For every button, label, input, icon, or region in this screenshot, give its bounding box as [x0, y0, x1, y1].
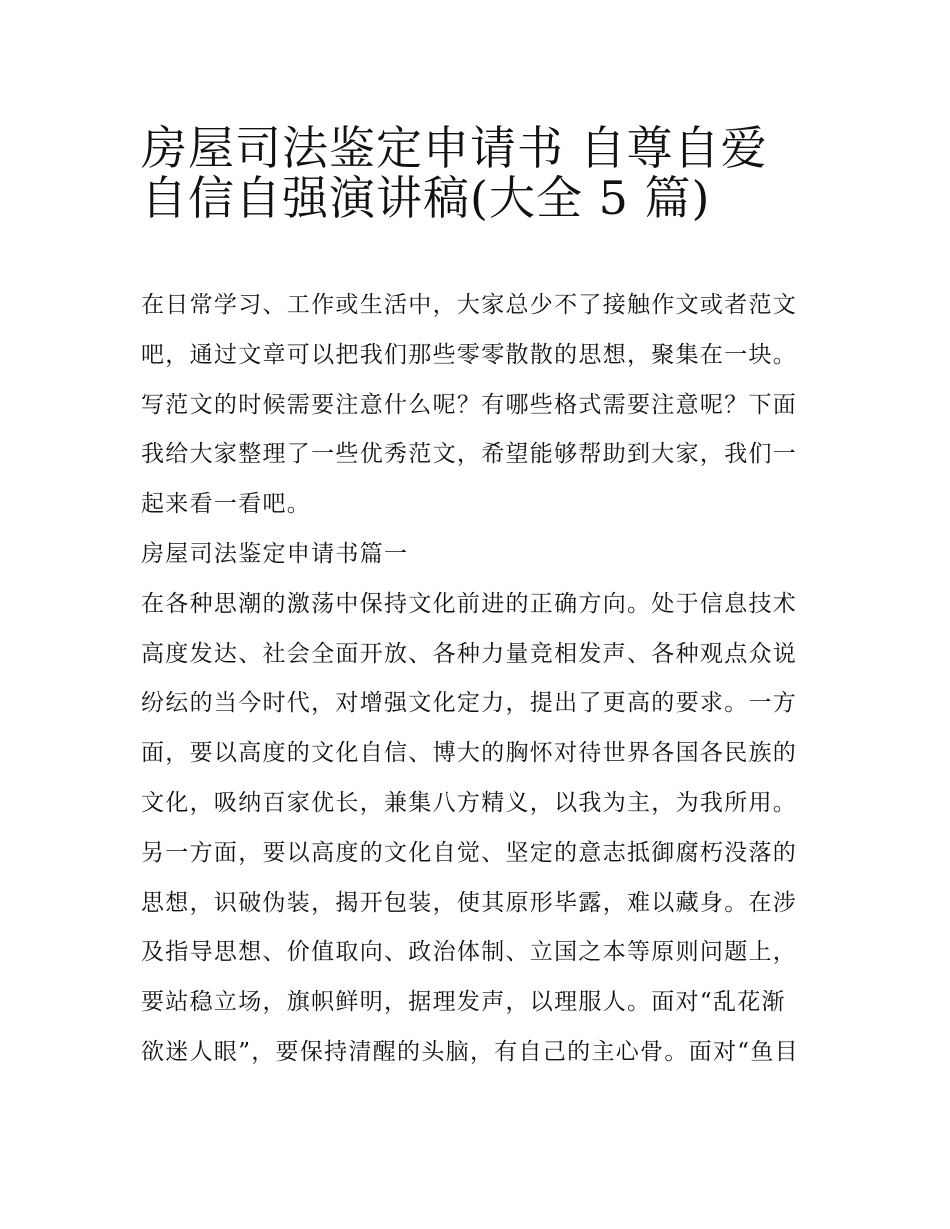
body-line: 吧，通过文章可以把我们那些零零散散的思想，聚集在一块。: [141, 341, 798, 368]
body-line: 纷纭的当今时代，对增强文化定力，提出了更高的要求。一方: [141, 690, 798, 717]
document-body: [141, 281, 821, 1078]
body-line: 要站稳立场，旗帜鲜明，据理发声，以理服人。面对“乱花渐: [141, 989, 786, 1016]
body-line: 高度发达、社会全面开放、各种力量竞相发声、各种观点众说: [141, 640, 798, 667]
body-line: 在各种思潮的激荡中保持文化前进的正确方向。处于信息技术: [141, 590, 798, 617]
title-line: 房屋司法鉴定申请书 自尊自爱: [141, 121, 768, 175]
title-line: 自信自强演讲稿(大全 5 篇): [141, 170, 711, 225]
section-heading: 房屋司法鉴定申请书篇一: [141, 540, 409, 567]
body-line: 另一方面，要以高度的文化自觉、坚定的意志抵御腐朽没落的: [141, 839, 798, 866]
body-line: 文化，吸纳百家优长，兼集八方精义，以我为主，为我所用。: [141, 789, 798, 816]
body-line: 思想，识破伪装，揭开包装，使其原形毕露，难以藏身。在涉: [141, 889, 798, 916]
body-line: 欲迷人眼”，要保持清醒的头脑，有自己的主心骨。面对“鱼目: [141, 1038, 799, 1065]
body-line: 写范文的时候需要注意什么呢？有哪些格式需要注意呢？下面: [141, 391, 798, 418]
document-title: [141, 112, 821, 225]
body-line: 面，要以高度的文化自信、博大的胸怀对待世界各国各民族的: [141, 740, 798, 767]
body-line: 在日常学习、工作或生活中，大家总少不了接触作文或者范文: [141, 292, 798, 318]
body-line: 起来看一看吧。: [141, 491, 312, 518]
body-line: 我给大家整理了一些优秀范文，希望能够帮助到大家，我们一: [141, 441, 798, 468]
body-line: 及指导思想、价值取向、政治体制、立国之本等原则问题上，: [141, 939, 798, 966]
